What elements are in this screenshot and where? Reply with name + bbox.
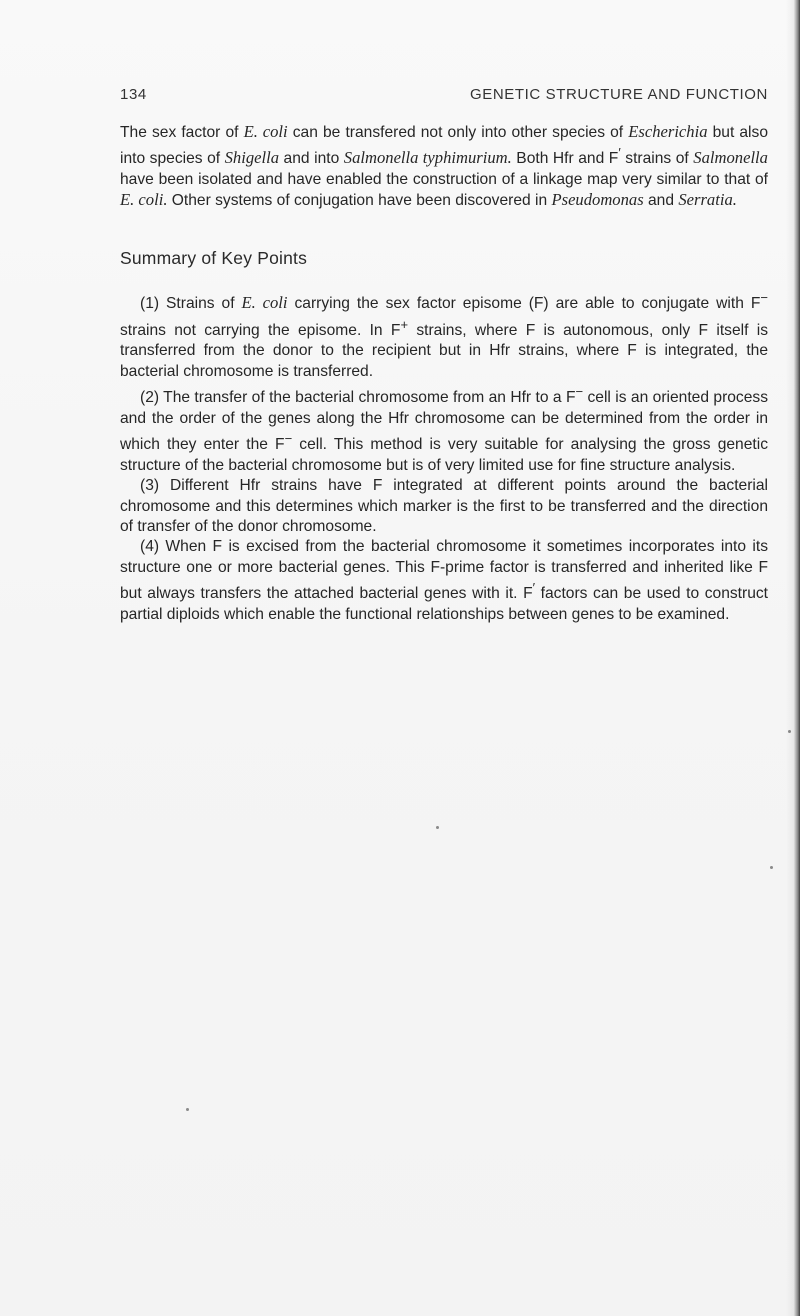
genus-name-italic: Shigella [224,148,280,168]
section-heading: Summary of Key Points [120,247,308,268]
print-speck [770,866,773,869]
key-point-2 [120,382,768,476]
text-run: cell is an oriented process and the order of the genes along the Hfr chromosome can be determined from the order in which they enter the F [120,389,768,454]
print-speck [436,826,439,829]
text-run: strains not carrying the episome. In F [120,322,401,339]
running-head [120,86,768,108]
minus-superscript: − [284,431,293,447]
text-run: (1) Strains of [140,295,242,313]
text-run: cell. This method is very suitable for analysing the gross genetic structure of the bacterial chromosome but is of very limited use for fine structure analysis. [120,436,768,474]
text-run: The sex factor of [120,124,244,141]
key-point-3: (3) Different Hfr strains have F integrated at different points around the bacterial chromosome and this determines which marker is the first to be transferred and the direction of transfer of the donor chromosome. [120,477,768,536]
genus-name-italic: Serratia. [678,190,737,210]
text-run: and into [279,150,344,168]
genus-name-italic: Salmonella [693,148,768,168]
text-run: Other systems of conjugation have been discovered in [167,192,552,210]
text-run: (4) When F is excised from the bacterial chromosome it sometimes incorporates into its structure one or more bacterial genes. This F-prime factor is transferred and inherited like F but always transfers the attached bacterial genes with it. F [120,538,768,603]
prime-superscript: ′ [532,580,536,596]
page-content [120,122,768,625]
genus-name-italic: Pseudomonas [551,190,644,210]
text-run: factors can be used to construct partial diploids which enable the functional relationships between genes to be examined. [120,585,768,623]
text-run: Both Hfr and F [511,150,619,168]
print-speck [186,1108,189,1111]
plus-superscript: + [400,316,409,332]
text-run: have been isolated and have enabled the construction of a linkage map very similar to that of [120,171,768,188]
key-point-1 [120,288,768,382]
text-run: strains, where F is autonomous, only F itself is transferred from the donor to the recipient but in Hfr strains, where F is integrated, the bacterial chromosome is transferred. [120,322,768,380]
text-run: (2) The transfer of the bacterial chromosome from an Hfr to a F [140,389,576,407]
text-run: and [643,192,679,210]
chapter-title: GENETIC STRUCTURE AND FUNCTION [469,86,768,103]
minus-superscript: − [760,290,768,306]
page-number: 134 [120,86,147,103]
species-name-italic: E. coli [243,122,288,141]
prime-superscript: ′ [618,145,621,161]
text-run: strains of [620,150,694,168]
key-point-4 [120,537,768,625]
text-run: carrying the sex factor episome (F) are able to conjugate with F [287,295,761,313]
species-name-italic: Salmonella typhimurium. [343,148,512,168]
minus-superscript: − [575,384,584,400]
species-name-italic: E. coli. [120,190,168,210]
genus-name-italic: Escherichia [628,122,708,141]
text-run: can be transfered not only into other species of [287,124,629,141]
species-name-italic: E. coli [241,293,288,313]
page-edge-shadow [786,0,800,1316]
text-run: but also into species of [120,124,768,168]
intro-paragraph [120,122,768,212]
